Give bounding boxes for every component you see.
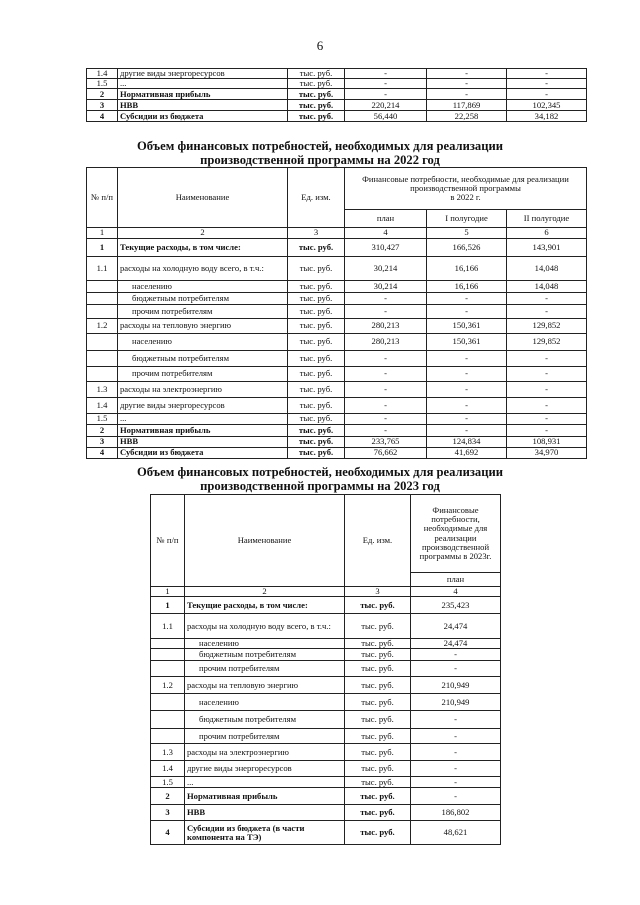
header-unit: Ед. изм.: [288, 168, 345, 228]
row-value: 166,526: [427, 239, 507, 257]
table-row: [87, 89, 587, 100]
table-row: [151, 761, 501, 777]
row-number: [87, 334, 118, 351]
row-unit: тыс. руб.: [288, 398, 345, 414]
row-name: бюджетным потребителям: [118, 351, 288, 367]
header-index: 1: [151, 587, 185, 597]
table-row: [151, 788, 501, 805]
row-value: -: [411, 729, 501, 744]
row-value: 16,166: [427, 257, 507, 281]
row-value: -: [427, 305, 507, 319]
row-number: 4: [151, 821, 185, 845]
table-row: [87, 239, 587, 257]
row-value: -: [411, 761, 501, 777]
row-number: 3: [87, 100, 118, 111]
table-row: [87, 69, 587, 79]
row-value: -: [345, 351, 427, 367]
row-value: 124,834: [427, 437, 507, 448]
row-number: 4: [87, 448, 118, 459]
table-row: [151, 597, 501, 614]
table-continuation-body: [87, 69, 587, 122]
row-unit: тыс. руб.: [288, 425, 345, 437]
row-value: 108,931: [507, 437, 587, 448]
row-value: -: [345, 69, 427, 79]
row-name: ...: [118, 79, 288, 89]
table-row: [87, 305, 587, 319]
table-row: [151, 677, 501, 694]
row-name: ...: [185, 777, 345, 788]
row-value: -: [345, 398, 427, 414]
table-2022: [86, 167, 587, 459]
row-value: 310,427: [345, 239, 427, 257]
header-name: Наименование: [118, 168, 288, 228]
row-number: 2: [87, 425, 118, 437]
row-number: 3: [151, 805, 185, 821]
header-num: № п/п: [87, 168, 118, 228]
row-name: расходы на тепловую энергию: [118, 319, 288, 334]
row-value: -: [427, 79, 507, 89]
row-unit: тыс. руб.: [288, 293, 345, 305]
row-name: Субсидии из бюджета (в части компонента на ТЭ): [185, 821, 345, 845]
header-index: 3: [345, 587, 411, 597]
row-value: -: [411, 777, 501, 788]
row-value: 56,440: [345, 111, 427, 122]
row-unit: тыс. руб.: [288, 281, 345, 293]
row-number: 1.2: [87, 319, 118, 334]
row-value: 280,213: [345, 319, 427, 334]
row-number: [151, 711, 185, 729]
title-2023-line1: Объем финансовых потребностей, необходимых для реализации: [137, 465, 503, 479]
row-value: 14,048: [507, 257, 587, 281]
row-name: населению: [185, 694, 345, 711]
table-row: [87, 100, 587, 111]
header-half2: II полугодие: [507, 210, 587, 228]
row-number: 1.3: [87, 382, 118, 398]
row-value: -: [411, 744, 501, 761]
row-unit: тыс. руб.: [288, 239, 345, 257]
row-value: 24,474: [411, 614, 501, 639]
row-unit: тыс. руб.: [345, 614, 411, 639]
table-row: [87, 425, 587, 437]
row-name: Текущие расходы, в том числе:: [185, 597, 345, 614]
page-number: 6: [316, 38, 324, 53]
row-number: [87, 293, 118, 305]
table-row: [151, 661, 501, 677]
row-value: 129,852: [507, 319, 587, 334]
row-name: Субсидии из бюджета: [118, 111, 288, 122]
row-unit: тыс. руб.: [345, 788, 411, 805]
table-row: [151, 694, 501, 711]
row-value: -: [427, 351, 507, 367]
row-value: -: [427, 367, 507, 382]
row-number: [87, 367, 118, 382]
row-value: -: [507, 414, 587, 425]
row-value: -: [507, 398, 587, 414]
row-unit: тыс. руб.: [288, 305, 345, 319]
row-unit: тыс. руб.: [288, 367, 345, 382]
row-number: 1.2: [151, 677, 185, 694]
table-row: [87, 281, 587, 293]
row-unit: тыс. руб.: [345, 711, 411, 729]
table-row: [151, 805, 501, 821]
row-value: 186,802: [411, 805, 501, 821]
row-value: 34,182: [507, 111, 587, 122]
row-unit: тыс. руб.: [288, 319, 345, 334]
row-name: другие виды энергоресурсов: [185, 761, 345, 777]
row-value: 14,048: [507, 281, 587, 293]
table-row: [151, 711, 501, 729]
table-row: [87, 111, 587, 122]
table-row: [87, 334, 587, 351]
table-row: [151, 614, 501, 639]
row-value: 235,423: [411, 597, 501, 614]
row-value: 233,765: [345, 437, 427, 448]
row-value: -: [427, 425, 507, 437]
row-name: прочим потребителям: [118, 305, 288, 319]
row-value: -: [345, 293, 427, 305]
row-name: прочим потребителям: [185, 661, 345, 677]
row-name: прочим потребителям: [185, 729, 345, 744]
row-number: 1: [87, 239, 118, 257]
header-half1: I полугодие: [427, 210, 507, 228]
row-name: другие виды энергоресурсов: [118, 398, 288, 414]
row-value: 76,662: [345, 448, 427, 459]
row-unit: тыс. руб.: [345, 661, 411, 677]
header-plan: план: [345, 210, 427, 228]
header-index: 1: [87, 228, 118, 239]
row-unit: тыс. руб.: [345, 761, 411, 777]
row-value: 22,258: [427, 111, 507, 122]
header-finance: [345, 168, 587, 210]
row-value: 117,869: [427, 100, 507, 111]
row-value: 210,949: [411, 694, 501, 711]
row-unit: тыс. руб.: [345, 677, 411, 694]
row-name: расходы на холодную воду всего, в т.ч.:: [118, 257, 288, 281]
row-name: расходы на тепловую энергию: [185, 677, 345, 694]
row-number: [87, 281, 118, 293]
table-row: [87, 79, 587, 89]
table-row: [151, 639, 501, 649]
row-name: НВВ: [118, 437, 288, 448]
row-unit: тыс. руб.: [345, 649, 411, 661]
row-number: 1.1: [151, 614, 185, 639]
header-unit: Ед. изм.: [345, 495, 411, 587]
header-index: 2: [185, 587, 345, 597]
row-unit: тыс. руб.: [345, 805, 411, 821]
row-number: 4: [87, 111, 118, 122]
row-unit: тыс. руб.: [345, 777, 411, 788]
table-row: [87, 448, 587, 459]
row-unit: тыс. руб.: [345, 694, 411, 711]
row-number: [151, 649, 185, 661]
row-number: [151, 661, 185, 677]
row-number: 1.4: [151, 761, 185, 777]
title-2022: [0, 139, 640, 167]
row-value: 30,214: [345, 257, 427, 281]
table-row: [151, 821, 501, 845]
row-value: -: [345, 414, 427, 425]
row-value: 150,361: [427, 334, 507, 351]
title-2022-line2: производственной программы на 2022 год: [200, 153, 440, 168]
row-unit: тыс. руб.: [288, 257, 345, 281]
row-value: 102,345: [507, 100, 587, 111]
row-name: ...: [118, 414, 288, 425]
row-value: 220,214: [345, 100, 427, 111]
table-row: [87, 319, 587, 334]
table-row: [87, 293, 587, 305]
row-number: 1: [151, 597, 185, 614]
row-number: 1.3: [151, 744, 185, 761]
table-2022-body: [87, 239, 587, 459]
row-value: -: [507, 367, 587, 382]
row-value: -: [411, 661, 501, 677]
row-unit: тыс. руб.: [288, 382, 345, 398]
row-name: населению: [185, 639, 345, 649]
row-value: -: [507, 79, 587, 89]
row-unit: тыс. руб.: [288, 111, 345, 122]
table-row: [87, 437, 587, 448]
table-row: [151, 777, 501, 788]
row-unit: тыс. руб.: [288, 437, 345, 448]
header-index: 2: [118, 228, 288, 239]
row-value: -: [507, 293, 587, 305]
table-2023-body: [151, 597, 501, 845]
header-name: Наименование: [185, 495, 345, 587]
row-value: -: [507, 382, 587, 398]
row-number: [87, 351, 118, 367]
header-index: 3: [288, 228, 345, 239]
header-index: 4: [411, 587, 501, 597]
row-number: 2: [87, 89, 118, 100]
row-value: 210,949: [411, 677, 501, 694]
row-value: -: [411, 649, 501, 661]
row-value: 41,692: [427, 448, 507, 459]
row-unit: тыс. руб.: [288, 69, 345, 79]
table-continuation: [86, 68, 587, 122]
row-value: 48,621: [411, 821, 501, 845]
row-value: -: [345, 305, 427, 319]
table-row: [151, 744, 501, 761]
row-value: -: [345, 367, 427, 382]
row-value: 34,970: [507, 448, 587, 459]
row-name: Текущие расходы, в том числе:: [118, 239, 288, 257]
row-number: 1.4: [87, 398, 118, 414]
row-name: Нормативная прибыль: [118, 89, 288, 100]
row-value: -: [507, 425, 587, 437]
row-name: Нормативная прибыль: [118, 425, 288, 437]
header-index: 6: [507, 228, 587, 239]
row-value: 129,852: [507, 334, 587, 351]
row-value: -: [411, 788, 501, 805]
row-name: Нормативная прибыль: [185, 788, 345, 805]
row-number: [87, 305, 118, 319]
row-value: 30,214: [345, 281, 427, 293]
row-name: НВВ: [185, 805, 345, 821]
row-value: 24,474: [411, 639, 501, 649]
header-num: № п/п: [151, 495, 185, 587]
row-unit: тыс. руб.: [345, 821, 411, 845]
title-2023-line2: производственной программы на 2023 год: [200, 479, 440, 494]
row-number: 1.5: [87, 414, 118, 425]
table-row: [87, 367, 587, 382]
row-name: другие виды энергоресурсов: [118, 69, 288, 79]
row-number: 1.4: [87, 69, 118, 79]
row-unit: тыс. руб.: [288, 334, 345, 351]
row-number: [151, 729, 185, 744]
row-value: -: [507, 69, 587, 79]
row-unit: тыс. руб.: [288, 448, 345, 459]
row-name: расходы на холодную воду всего, в т.ч.:: [185, 614, 345, 639]
row-number: [151, 694, 185, 711]
row-number: 3: [87, 437, 118, 448]
row-number: 2: [151, 788, 185, 805]
row-name: бюджетным потребителям: [185, 649, 345, 661]
row-number: [151, 639, 185, 649]
row-value: -: [345, 382, 427, 398]
row-value: 143,901: [507, 239, 587, 257]
row-value: -: [427, 89, 507, 100]
row-value: 16,166: [427, 281, 507, 293]
row-value: -: [345, 425, 427, 437]
row-unit: тыс. руб.: [288, 100, 345, 111]
row-name: расходы на электроэнергию: [118, 382, 288, 398]
row-unit: тыс. руб.: [288, 89, 345, 100]
row-value: -: [427, 382, 507, 398]
row-value: -: [507, 89, 587, 100]
table-row: [151, 729, 501, 744]
row-name: бюджетным потребителям: [118, 293, 288, 305]
row-unit: тыс. руб.: [345, 639, 411, 649]
table-row: [87, 382, 587, 398]
row-unit: тыс. руб.: [345, 597, 411, 614]
header-finance-year: в 2022 г.: [450, 192, 481, 202]
row-unit: тыс. руб.: [345, 729, 411, 744]
row-value: -: [411, 711, 501, 729]
row-number: 1.5: [151, 777, 185, 788]
row-value: -: [427, 293, 507, 305]
row-value: 280,213: [345, 334, 427, 351]
title-2023: [0, 465, 640, 493]
table-row: [87, 257, 587, 281]
title-2022-line1: Объем финансовых потребностей, необходимых для реализации: [137, 139, 503, 153]
row-value: -: [507, 351, 587, 367]
row-value: -: [507, 305, 587, 319]
row-value: -: [427, 398, 507, 414]
row-value: -: [345, 89, 427, 100]
row-unit: тыс. руб.: [288, 79, 345, 89]
header-index: 5: [427, 228, 507, 239]
header-finance: Финансовые потребности, необходимые для реализации производственной программы в 2023г.: [411, 495, 501, 573]
row-value: -: [345, 79, 427, 89]
table-row: [151, 649, 501, 661]
table-2023: [150, 494, 501, 845]
row-number: 1.5: [87, 79, 118, 89]
row-name: населению: [118, 281, 288, 293]
row-name: населению: [118, 334, 288, 351]
header-finance-text: Финансовые потребности, необходимые для реализации производственной программы: [362, 173, 569, 193]
table-row: [87, 414, 587, 425]
row-value: -: [427, 69, 507, 79]
row-value: 150,361: [427, 319, 507, 334]
header-index: 4: [345, 228, 427, 239]
row-name: бюджетным потребителям: [185, 711, 345, 729]
row-unit: тыс. руб.: [288, 351, 345, 367]
header-plan: план: [411, 573, 501, 587]
row-unit: тыс. руб.: [345, 744, 411, 761]
row-name: прочим потребителям: [118, 367, 288, 382]
row-name: НВВ: [118, 100, 288, 111]
row-number: 1.1: [87, 257, 118, 281]
row-name: Субсидии из бюджета: [118, 448, 288, 459]
row-value: -: [427, 414, 507, 425]
row-unit: тыс. руб.: [288, 414, 345, 425]
row-name: расходы на электроэнергию: [185, 744, 345, 761]
table-row: [87, 351, 587, 367]
table-row: [87, 398, 587, 414]
